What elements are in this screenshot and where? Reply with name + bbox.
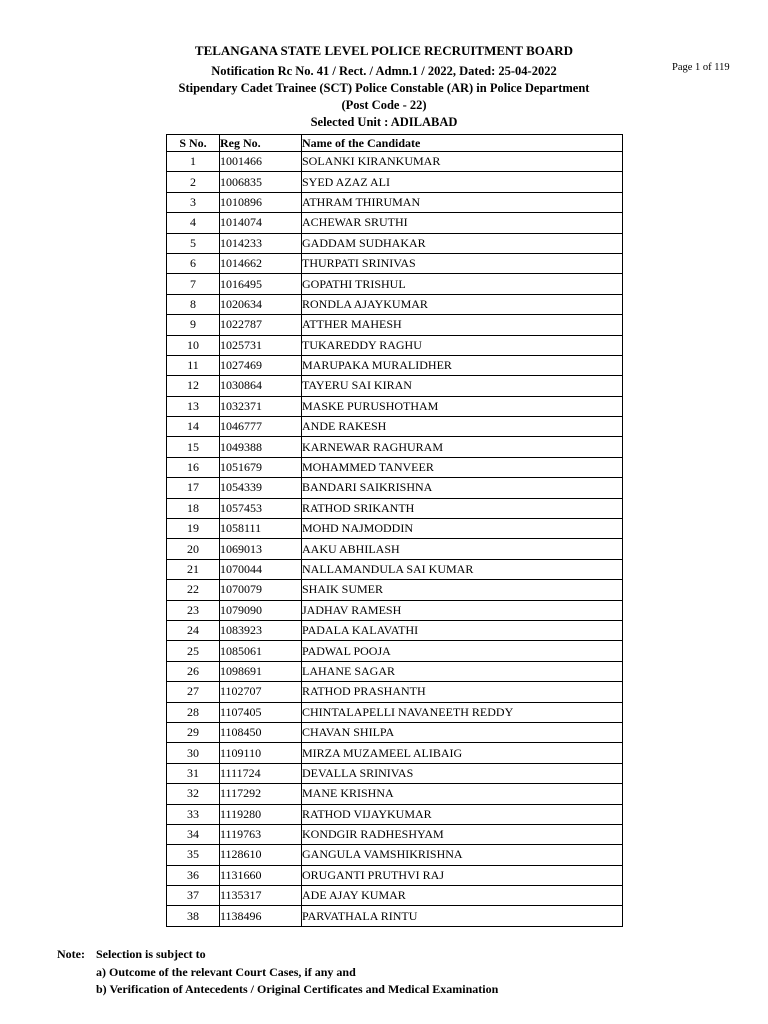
- cell-candidate-name: MOHD NAJMODDIN: [302, 519, 623, 539]
- cell-sno: 20: [167, 539, 220, 559]
- cell-sno: 16: [167, 457, 220, 477]
- document-header: [0, 42, 768, 131]
- cell-sno: 2: [167, 172, 220, 192]
- cell-sno: 35: [167, 845, 220, 865]
- table-row: [167, 722, 623, 742]
- table-row: [167, 253, 623, 273]
- cell-candidate-name: GANGULA VAMSHIKRISHNA: [302, 845, 623, 865]
- selected-unit: Selected Unit : ADILABAD: [310, 115, 458, 129]
- cell-reg-no: 1022787: [220, 315, 302, 335]
- cell-sno: 18: [167, 498, 220, 518]
- cell-candidate-name: GOPATHI TRISHUL: [302, 274, 623, 294]
- cell-reg-no: 1049388: [220, 437, 302, 457]
- table-row: [167, 784, 623, 804]
- cell-reg-no: 1014233: [220, 233, 302, 253]
- cell-candidate-name: MARUPAKA MURALIDHER: [302, 355, 623, 375]
- table-row: [167, 824, 623, 844]
- cell-sno: 3: [167, 192, 220, 212]
- cell-candidate-name: NALLAMANDULA SAI KUMAR: [302, 559, 623, 579]
- table-row: [167, 682, 623, 702]
- cell-sno: 33: [167, 804, 220, 824]
- cell-reg-no: 1054339: [220, 478, 302, 498]
- cell-candidate-name: MANE KRISHNA: [302, 784, 623, 804]
- cell-sno: 10: [167, 335, 220, 355]
- table-header-row: [167, 135, 623, 152]
- cell-candidate-name: RONDLA AJAYKUMAR: [302, 294, 623, 314]
- table-row: [167, 417, 623, 437]
- cell-sno: 31: [167, 763, 220, 783]
- cell-sno: 4: [167, 213, 220, 233]
- cell-reg-no: 1138496: [220, 906, 302, 926]
- cell-sno: 15: [167, 437, 220, 457]
- cell-reg-no: 1119763: [220, 824, 302, 844]
- candidate-table: [166, 134, 623, 927]
- cell-candidate-name: ANDE RAKESH: [302, 417, 623, 437]
- cell-reg-no: 1058111: [220, 519, 302, 539]
- cell-reg-no: 1070079: [220, 580, 302, 600]
- note-section: [57, 946, 498, 999]
- cell-reg-no: 1070044: [220, 559, 302, 579]
- cell-reg-no: 1014662: [220, 253, 302, 273]
- cell-candidate-name: DEVALLA SRINIVAS: [302, 763, 623, 783]
- cell-sno: 17: [167, 478, 220, 498]
- note-line: b) Verification of Antecedents / Original Certificates and Medical Examination: [96, 982, 499, 996]
- table-row: [167, 661, 623, 681]
- table-row: [167, 335, 623, 355]
- cell-candidate-name: PADALA KALAVATHI: [302, 620, 623, 640]
- table-row: [167, 437, 623, 457]
- table-row: [167, 213, 623, 233]
- cell-reg-no: 1016495: [220, 274, 302, 294]
- cell-sno: 25: [167, 641, 220, 661]
- cell-sno: 6: [167, 253, 220, 273]
- table-row: [167, 396, 623, 416]
- cell-reg-no: 1117292: [220, 784, 302, 804]
- cell-reg-no: 1014074: [220, 213, 302, 233]
- cell-reg-no: 1102707: [220, 682, 302, 702]
- post-code: (Post Code - 22): [341, 98, 427, 112]
- cell-sno: 21: [167, 559, 220, 579]
- cell-reg-no: 1083923: [220, 620, 302, 640]
- cell-candidate-name: RATHOD PRASHANTH: [302, 682, 623, 702]
- note-label: Note:: [57, 947, 85, 961]
- cell-sno: 38: [167, 906, 220, 926]
- cell-reg-no: 1046777: [220, 417, 302, 437]
- cell-sno: 29: [167, 722, 220, 742]
- table-row: [167, 702, 623, 722]
- cell-candidate-name: RATHOD VIJAYKUMAR: [302, 804, 623, 824]
- table-row: [167, 539, 623, 559]
- table-row: [167, 620, 623, 640]
- cell-reg-no: 1030864: [220, 376, 302, 396]
- table-row: [167, 559, 623, 579]
- cell-reg-no: 1128610: [220, 845, 302, 865]
- cell-sno: 23: [167, 600, 220, 620]
- cell-reg-no: 1025731: [220, 335, 302, 355]
- cell-sno: 14: [167, 417, 220, 437]
- cell-candidate-name: KONDGIR RADHESHYAM: [302, 824, 623, 844]
- cell-sno: 12: [167, 376, 220, 396]
- cell-sno: 24: [167, 620, 220, 640]
- cell-reg-no: 1109110: [220, 743, 302, 763]
- cell-candidate-name: RATHOD SRIKANTH: [302, 498, 623, 518]
- cell-reg-no: 1119280: [220, 804, 302, 824]
- cell-reg-no: 1027469: [220, 355, 302, 375]
- cell-sno: 11: [167, 355, 220, 375]
- table-row: [167, 274, 623, 294]
- column-header-sno: S No.: [167, 135, 220, 152]
- table-row: [167, 886, 623, 906]
- table-row: [167, 804, 623, 824]
- cell-sno: 36: [167, 865, 220, 885]
- cell-candidate-name: CHINTALAPELLI NAVANEETH REDDY: [302, 702, 623, 722]
- cell-sno: 5: [167, 233, 220, 253]
- table-row: [167, 580, 623, 600]
- cell-candidate-name: MOHAMMED TANVEER: [302, 457, 623, 477]
- table-row: [167, 355, 623, 375]
- table-row: [167, 478, 623, 498]
- cell-reg-no: 1079090: [220, 600, 302, 620]
- cell-reg-no: 1006835: [220, 172, 302, 192]
- notification-line: Notification Rc No. 41 / Rect. / Admn.1 / 2022, Dated: 25-04-2022: [211, 64, 557, 78]
- cell-reg-no: 1051679: [220, 457, 302, 477]
- table-row: [167, 641, 623, 661]
- cell-sno: 30: [167, 743, 220, 763]
- table-row: [167, 315, 623, 335]
- column-header-reg-no: Reg No.: [220, 135, 302, 152]
- cell-sno: 19: [167, 519, 220, 539]
- cell-reg-no: 1111724: [220, 763, 302, 783]
- cell-reg-no: 1085061: [220, 641, 302, 661]
- cell-candidate-name: CHAVAN SHILPA: [302, 722, 623, 742]
- table-row: [167, 376, 623, 396]
- cell-candidate-name: ORUGANTI PRUTHVI RAJ: [302, 865, 623, 885]
- cell-candidate-name: THURPATI SRINIVAS: [302, 253, 623, 273]
- table-row: [167, 294, 623, 314]
- cell-reg-no: 1108450: [220, 722, 302, 742]
- note-line: Selection is subject to: [96, 947, 206, 961]
- table-row: [167, 172, 623, 192]
- cell-sno: 1: [167, 152, 220, 172]
- cell-candidate-name: PADWAL POOJA: [302, 641, 623, 661]
- cell-reg-no: 1135317: [220, 886, 302, 906]
- note-line: a) Outcome of the relevant Court Cases, if any and: [96, 964, 356, 979]
- cell-candidate-name: SOLANKI KIRANKUMAR: [302, 152, 623, 172]
- cell-candidate-name: MASKE PURUSHOTHAM: [302, 396, 623, 416]
- cell-candidate-name: GADDAM SUDHAKAR: [302, 233, 623, 253]
- table-row: [167, 906, 623, 926]
- cell-reg-no: 1098691: [220, 661, 302, 681]
- table-row: [167, 763, 623, 783]
- table-row: [167, 865, 623, 885]
- cell-candidate-name: ACHEWAR SRUTHI: [302, 213, 623, 233]
- cell-candidate-name: TUKAREDDY RAGHU: [302, 335, 623, 355]
- table-row: [167, 519, 623, 539]
- cell-reg-no: 1057453: [220, 498, 302, 518]
- cell-candidate-name: JADHAV RAMESH: [302, 600, 623, 620]
- page-number: Page 1 of 119: [672, 62, 730, 73]
- cell-candidate-name: ADE AJAY KUMAR: [302, 886, 623, 906]
- cell-reg-no: 1131660: [220, 865, 302, 885]
- cell-candidate-name: BANDARI SAIKRISHNA: [302, 478, 623, 498]
- table-row: [167, 498, 623, 518]
- table-row: [167, 233, 623, 253]
- cell-sno: 32: [167, 784, 220, 804]
- cell-candidate-name: MIRZA MUZAMEEL ALIBAIG: [302, 743, 623, 763]
- table-row: [167, 845, 623, 865]
- cell-sno: 8: [167, 294, 220, 314]
- cell-sno: 34: [167, 824, 220, 844]
- cell-sno: 22: [167, 580, 220, 600]
- cell-candidate-name: PARVATHALA RINTU: [302, 906, 623, 926]
- table-row: [167, 192, 623, 212]
- cell-sno: 26: [167, 661, 220, 681]
- cell-sno: 7: [167, 274, 220, 294]
- cell-candidate-name: TAYERU SAI KIRAN: [302, 376, 623, 396]
- table-row: [167, 743, 623, 763]
- board-title: TELANGANA STATE LEVEL POLICE RECRUITMENT BOARD: [194, 43, 574, 58]
- cell-reg-no: 1020634: [220, 294, 302, 314]
- cell-candidate-name: AAKU ABHILASH: [302, 539, 623, 559]
- cell-sno: 28: [167, 702, 220, 722]
- table-body: [167, 152, 623, 927]
- column-header-name: Name of the Candidate: [302, 135, 623, 152]
- cell-reg-no: 1107405: [220, 702, 302, 722]
- cell-candidate-name: SHAIK SUMER: [302, 580, 623, 600]
- cell-reg-no: 1001466: [220, 152, 302, 172]
- cell-sno: 13: [167, 396, 220, 416]
- cell-sno: 27: [167, 682, 220, 702]
- cell-candidate-name: KARNEWAR RAGHURAM: [302, 437, 623, 457]
- cell-candidate-name: ATTHER MAHESH: [302, 315, 623, 335]
- cell-candidate-name: SYED AZAZ ALI: [302, 172, 623, 192]
- cell-candidate-name: ATHRAM THIRUMAN: [302, 192, 623, 212]
- cell-reg-no: 1032371: [220, 396, 302, 416]
- cell-sno: 9: [167, 315, 220, 335]
- table-row: [167, 457, 623, 477]
- cell-candidate-name: LAHANE SAGAR: [302, 661, 623, 681]
- table-row: [167, 600, 623, 620]
- table-row: [167, 152, 623, 172]
- post-title: Stipendary Cadet Trainee (SCT) Police Constable (AR) in Police Department: [178, 81, 590, 95]
- cell-reg-no: 1069013: [220, 539, 302, 559]
- cell-sno: 37: [167, 886, 220, 906]
- cell-reg-no: 1010896: [220, 192, 302, 212]
